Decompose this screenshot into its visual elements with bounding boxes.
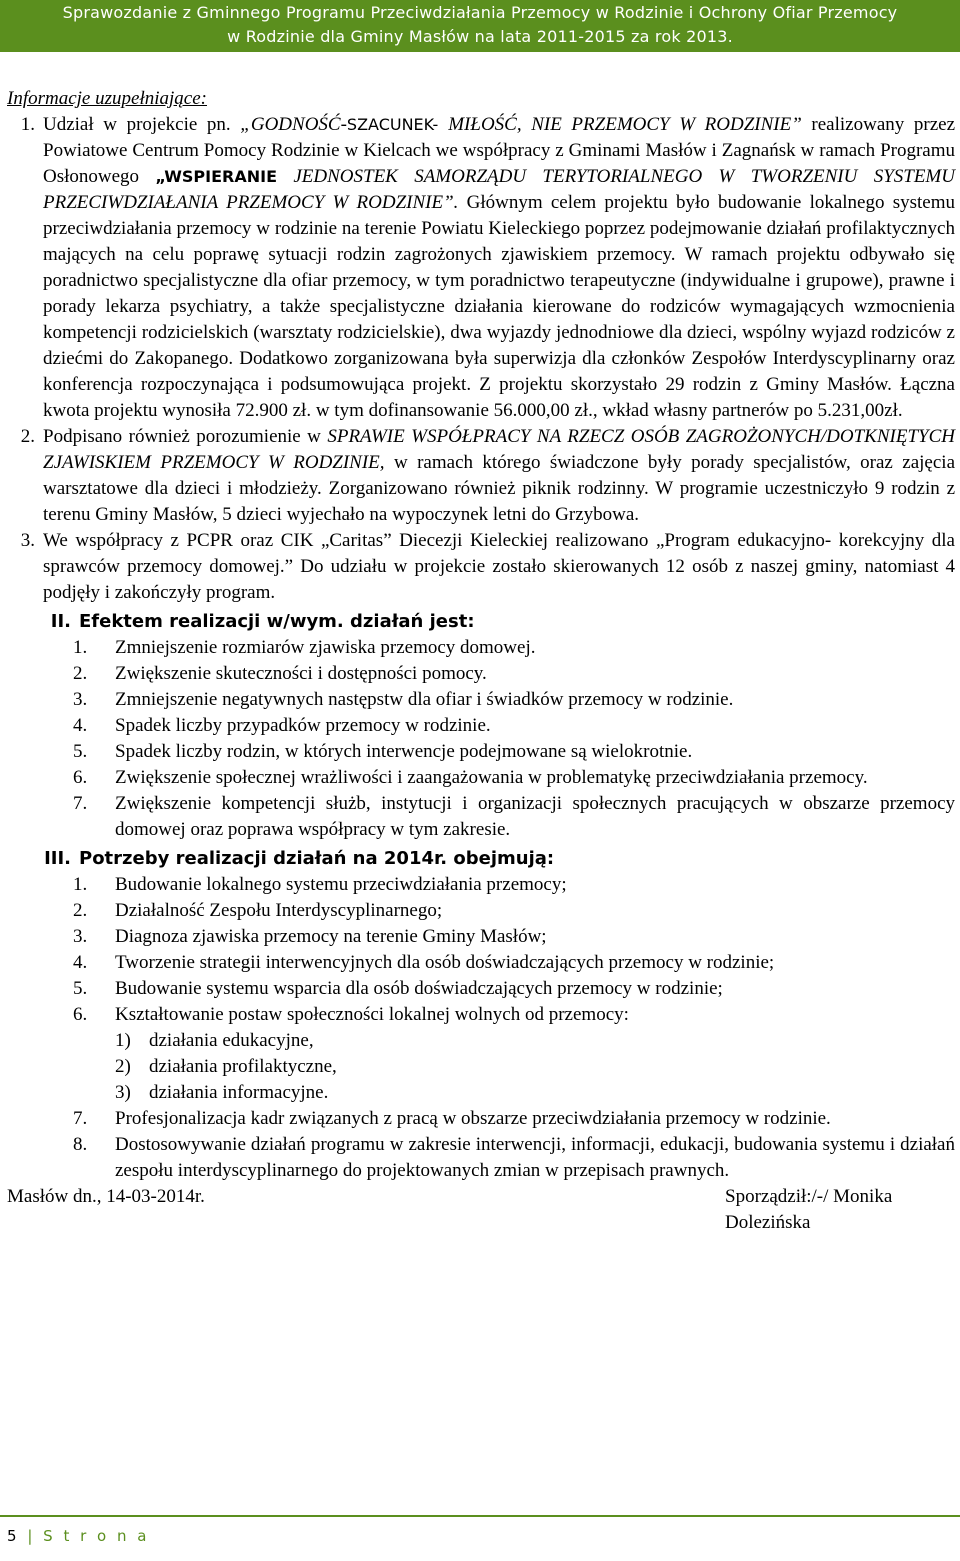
list-item xyxy=(73,976,955,1002)
notes-title: Informacje uzupełniające: xyxy=(7,88,207,109)
item-number: 3) xyxy=(115,1082,131,1103)
text-run: MIŁOŚĆ, NIE PRZEMOCY W RODZINIE” xyxy=(448,114,802,135)
item-text: Tworzenie strategii interwencyjnych dla osób doświadczających przemocy w rodzinie; xyxy=(115,952,775,973)
text-run: Udział w projekcie pn. xyxy=(43,114,241,135)
list-item xyxy=(73,898,955,924)
signature-block xyxy=(7,1184,955,1236)
list-item xyxy=(73,1002,955,1028)
item-number: 5. xyxy=(73,741,88,762)
section-number: III. xyxy=(44,848,71,869)
item-text: Dostosowywanie działań programu w zakresie interwencji, informacji, edukacji, budowania systemu i działań zespołu interdyscyplinarnego do projektowanych zmian w przepisach prawnych. xyxy=(115,1134,955,1181)
text-run: SZACUNEK- xyxy=(346,115,449,134)
document-header xyxy=(0,0,960,52)
needs-list xyxy=(7,872,955,1184)
footer-separator: | xyxy=(27,1527,36,1545)
text-run: w ramach którego świadczone były porady specjalistów, oraz zajęcia warsztatowe dla dzieci i młodzieży. Zorganizowano również piknik rodzinny. W programie uczestniczyło 9 rodzin z terenu Gminy Masłów, 5 dzieci wyjechało na wypoczynek letni do Grzybowa. xyxy=(43,452,955,525)
item-number: 7. xyxy=(73,1108,88,1129)
section-number: II. xyxy=(50,611,71,632)
text-run: realizowany przez Powiatowe Centrum Pomocy Rodzinie w Kielcach we współpracy z Gminami Masłów i Zagnańsk w ramach Programu Osłonowego xyxy=(43,114,956,187)
item-text xyxy=(43,112,955,424)
text-run: SPRAWIE WSPÓŁPRACY NA RZECZ OSÓB ZAGROŻONYCH/DOTKNIĘTYCH ZJAWISKIEM PRZEMOCY W RODZINIE, xyxy=(43,426,955,473)
item-text: We współpracy z PCPR oraz CIK „Caritas” Diecezji Kieleckiej realizowano „Program edukacyjno- korekcyjny dla sprawców przemocy domowej.” Do udziału w projekcie zostało skierowanych 12 osób z naszej gminy, natomiast 4 podjęły i zakończyły program. xyxy=(43,530,955,603)
item-number: 1) xyxy=(115,1030,131,1051)
item-text: Budowanie lokalnego systemu przeciwdziałania przemocy; xyxy=(115,874,567,895)
item-number: 2. xyxy=(73,663,88,684)
list-item xyxy=(73,765,955,791)
document-body xyxy=(7,86,955,1236)
list-item xyxy=(73,687,955,713)
item-number: 2. xyxy=(20,426,35,447)
item-number: 3. xyxy=(20,530,35,551)
item-text: działania informacyjne. xyxy=(149,1082,329,1103)
item-text: Budowanie systemu wsparcia dla osób doświadczających przemocy w rodzinie; xyxy=(115,978,723,999)
item-text: Zwiększenie społecznej wrażliwości i zaangażowania w problematykę przeciwdziałania przemocy. xyxy=(115,767,868,788)
item-number: 1. xyxy=(73,637,88,658)
item-text: Profesjonalizacja kadr związanych z pracą w obszarze przeciwdziałania przemocy w rodzinie. xyxy=(115,1108,831,1129)
prepared-by: Sporządził:/-/ Monika Dolezińska xyxy=(725,1186,893,1233)
item-text: działania profilaktyczne, xyxy=(149,1056,337,1077)
item-text: Spadek liczby przypadków przemocy w rodzinie. xyxy=(115,715,491,736)
item-number: 2) xyxy=(115,1056,131,1077)
item-number: 1. xyxy=(20,114,35,135)
item-number: 1. xyxy=(73,874,88,895)
section-heading xyxy=(7,845,955,872)
text-run: „WSPIERANIE xyxy=(155,167,277,186)
section-title: Efektem realizacji w/wym. działań jest: xyxy=(79,611,475,632)
item-number: 7. xyxy=(73,793,88,814)
list-item xyxy=(73,635,955,661)
item-text: Spadek liczby rodzin, w których interwencje podejmowane są wielokrotnie. xyxy=(115,741,693,762)
place-date: Masłów dn., 14-03-2014r. xyxy=(7,1186,205,1207)
item-text: Zwiększenie kompetencji służb, instytucji i organizacji społecznych pracujących w obszarze przemocy domowej oraz poprawa współpracy w tym zakresie. xyxy=(115,793,955,840)
item-text: działania edukacyjne, xyxy=(149,1030,314,1051)
list-item xyxy=(115,1080,955,1106)
section-heading xyxy=(7,608,955,635)
item-text: Zmniejszenie rozmiarów zjawiska przemocy domowej. xyxy=(115,637,536,658)
page-word: S t r o n a xyxy=(43,1527,150,1545)
item-text: Działalność Zespołu Interdyscyplinarnego; xyxy=(115,900,443,921)
text-run: „GODNOŚĆ- xyxy=(240,114,347,135)
item-number: 5. xyxy=(73,978,88,999)
list-item xyxy=(115,1028,955,1054)
effects-list xyxy=(7,635,955,843)
list-item xyxy=(73,1132,955,1184)
item-number: 3. xyxy=(73,689,88,710)
header-line-1: Sprawozdanie z Gminnego Programu Przeciwdziałania Przemocy w Rodzinie i Ochrony Ofiar Przemocy xyxy=(62,3,898,22)
item-text: Kształtowanie postaw społeczności lokalnej wolnych od przemocy: xyxy=(115,1004,629,1025)
item-number: 4. xyxy=(73,715,88,736)
item-number: 4. xyxy=(73,952,88,973)
item-number: 6. xyxy=(73,767,88,788)
list-item xyxy=(73,872,955,898)
sub-list xyxy=(73,1028,955,1106)
list-item xyxy=(73,661,955,687)
section-title: Potrzeby realizacji działań na 2014r. obejmują: xyxy=(79,848,555,869)
list-item xyxy=(7,424,955,528)
header-line-2: w Rodzinie dla Gminy Masłów na lata 2011-2015 za rok 2013. xyxy=(227,27,733,46)
item-text: Zmniejszenie negatywnych następstw dla ofiar i świadków przemocy w rodzinie. xyxy=(115,689,734,710)
item-number: 3. xyxy=(73,926,88,947)
list-item xyxy=(115,1054,955,1080)
list-item xyxy=(73,791,955,843)
page-footer xyxy=(0,1515,960,1561)
text-run: Głównym celem projektu było budowanie lokalnego systemu przeciwdziałania przemocy w rodzinie na terenie Powiatu Kieleckiego poprzez podejmowanie działań profilaktycznych mających na celu poprawę sytuacji rodzin zagrożonych zjawiskiem przemocy. W ramach projektu odbywało się poradnictwo specjalistyczne dla ofiar przemocy, w tym poradnictwo terapeutyczne (indywidualne i grupowe), prawne i porady lekarza psychiatry, a także specjalistyczne działania kierowane do rodziców wymagających wzmocnienia kompetencji rodzicielskich (warsztaty rodzicielskie), dwa wyjazdy jednodniowe dla dzieci, wspólny wyjazd rodziców z dziećmi do Zakopanego. Dodatkowo zorganizowana była superwizja dla członków Zespołów Interdyscyplinarny oraz konferencja rozpoczynająca i podsumowująca projekt. Z projektu skorzystało 29 rodzin z Gminy Masłów. Łączna kwota projektu wynosiła 72.900 zł. w tym dofinansowanie 56.000,00 zł., wkład własny partnerów po 5.231,00zł. xyxy=(43,192,955,421)
item-text xyxy=(43,424,955,528)
list-item xyxy=(73,713,955,739)
text-run: Podpisano również porozumienie w xyxy=(43,426,328,447)
list-item xyxy=(73,739,955,765)
item-number: 6. xyxy=(73,1004,88,1025)
text-run: JEDNOSTEK SAMORZĄDU TERYTORIALNEGO W TWORZENIU SYSTEMU PRZECIWDZIAŁANIA PRZEMOCY W RODZINIE”. xyxy=(43,166,955,213)
item-text: Diagnoza zjawiska przemocy na terenie Gminy Masłów; xyxy=(115,926,547,947)
item-text: Zwiększenie skuteczności i dostępności pomocy. xyxy=(115,663,487,684)
list-item xyxy=(73,924,955,950)
list-item xyxy=(73,950,955,976)
item-number: 8. xyxy=(73,1134,88,1155)
page-number: 5 xyxy=(7,1527,20,1545)
list-item xyxy=(7,112,955,424)
item-number: 2. xyxy=(73,900,88,921)
list-item xyxy=(7,528,955,606)
list-item xyxy=(73,1106,955,1132)
